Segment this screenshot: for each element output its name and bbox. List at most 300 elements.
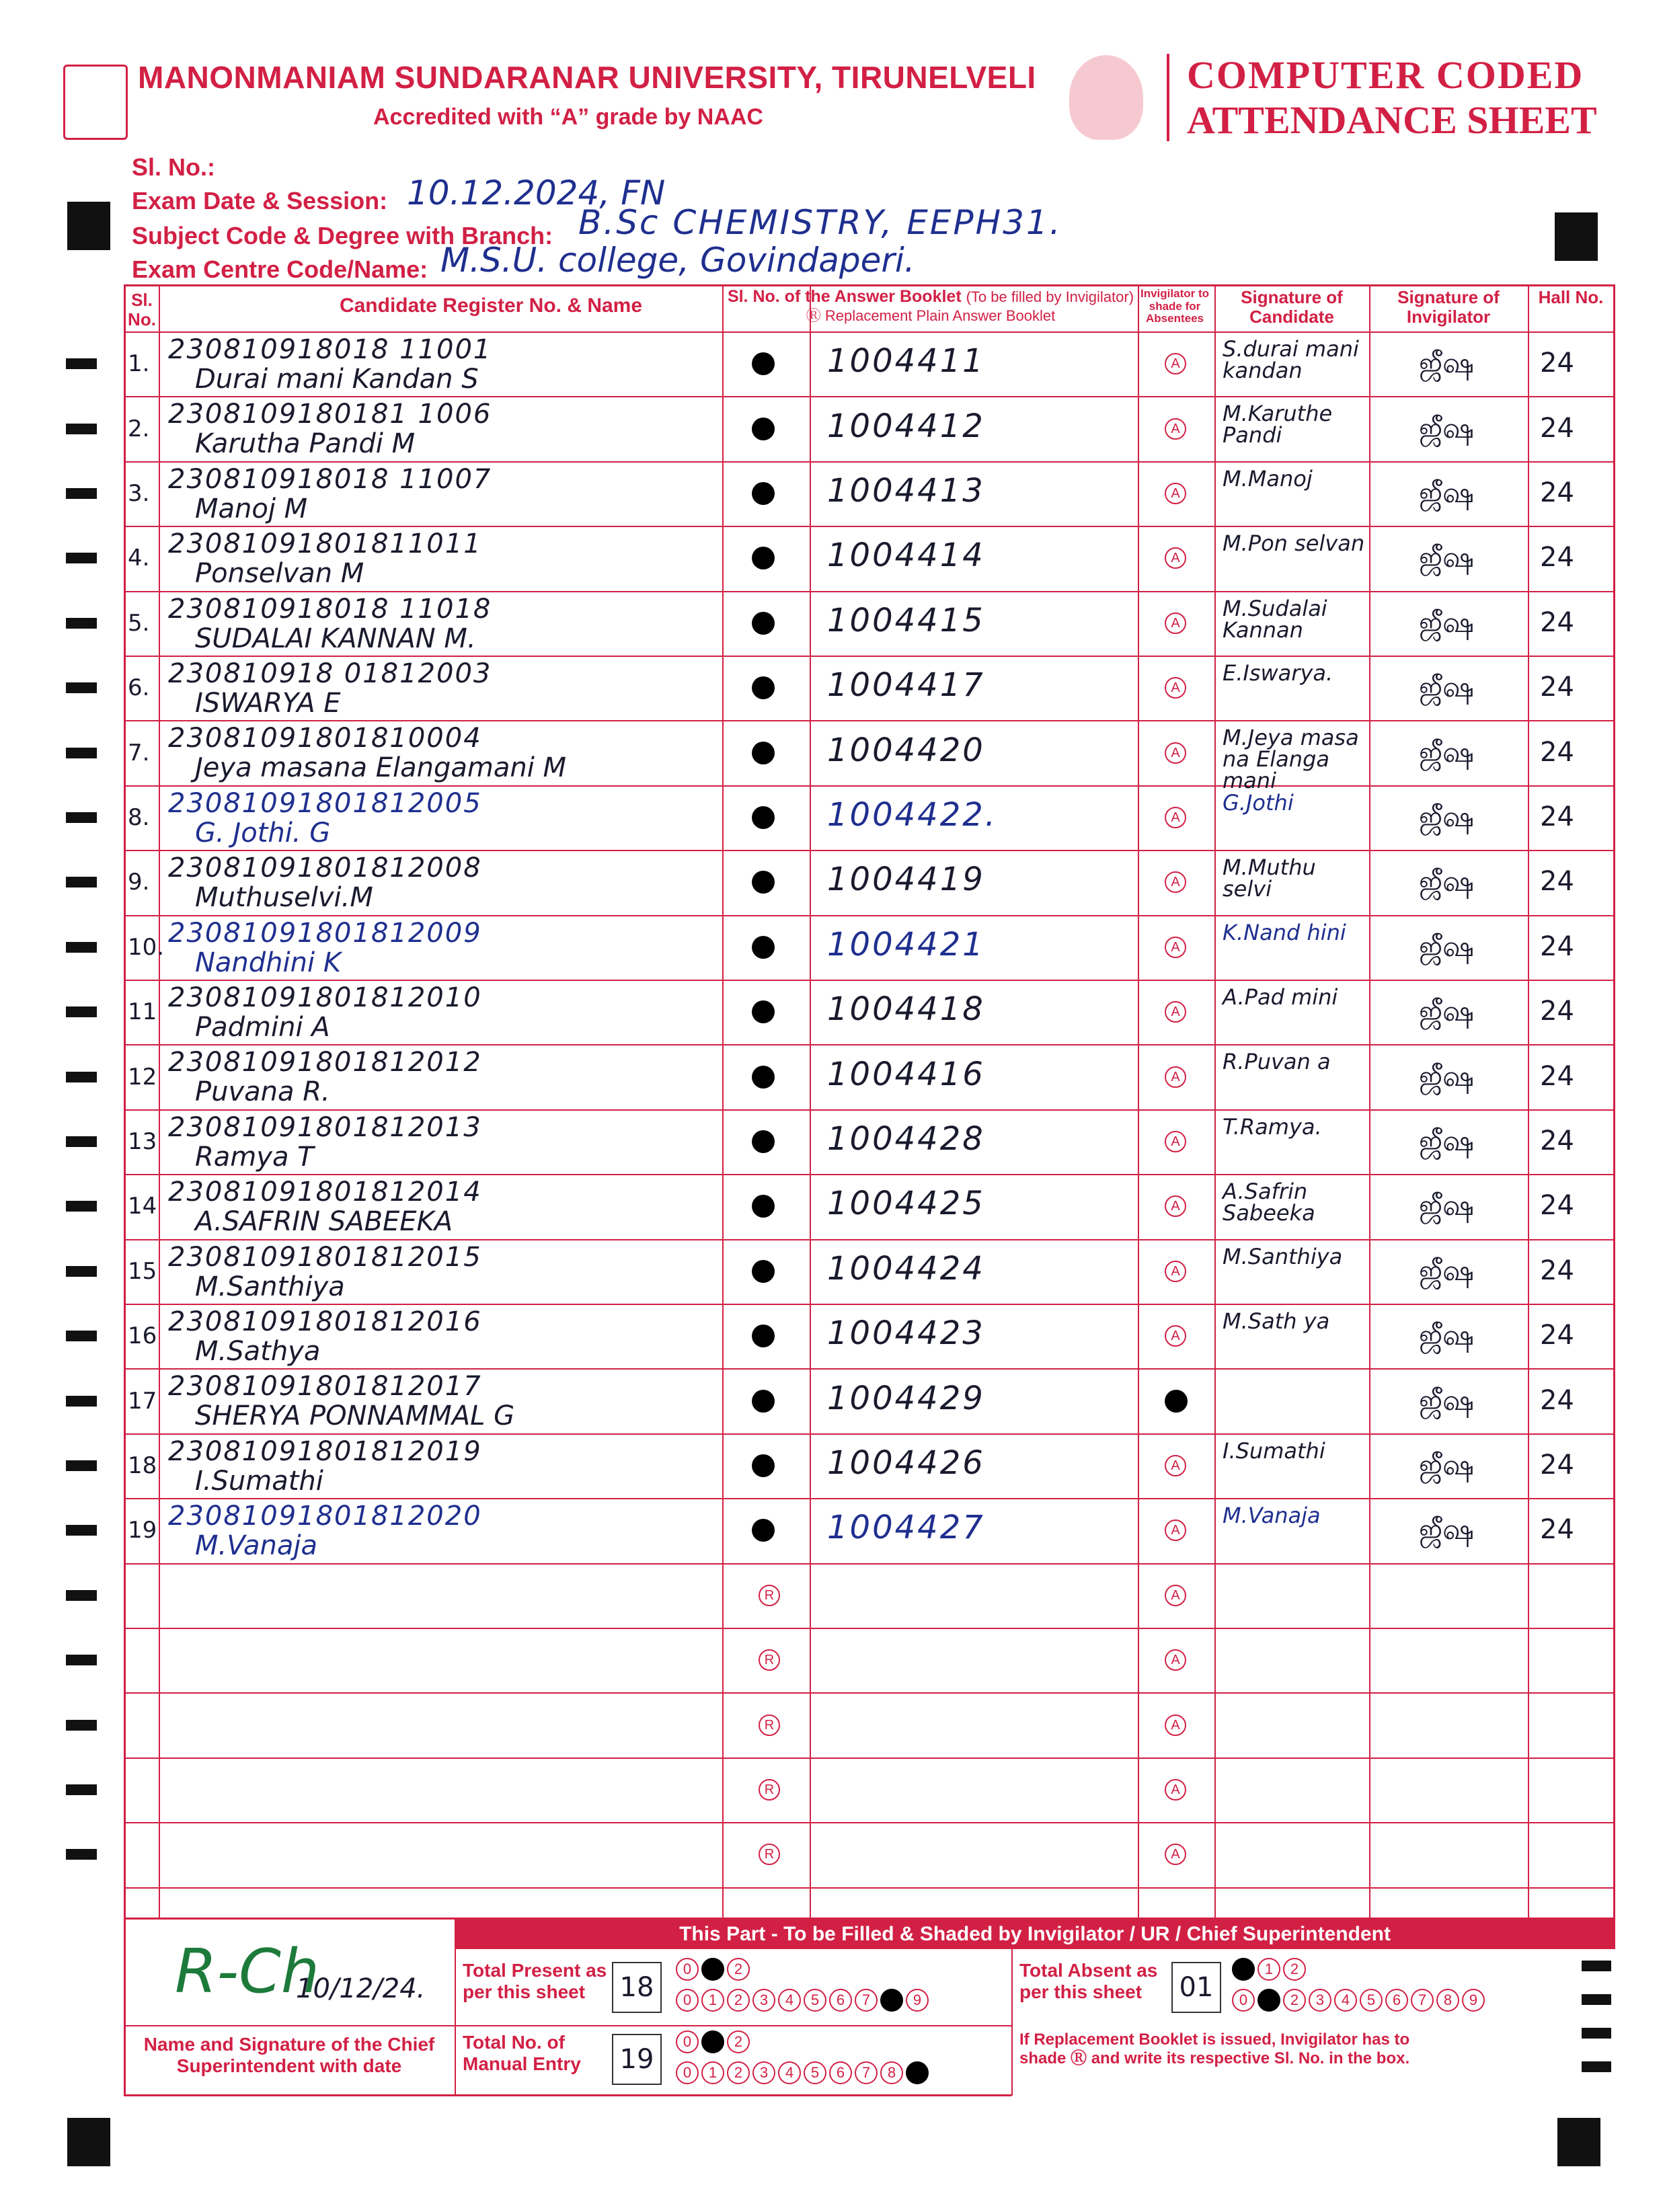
replacement-bubble-filled[interactable] bbox=[752, 1260, 775, 1283]
register-number: 23081091801812015 bbox=[168, 1241, 482, 1273]
register-number: 23081091801812016 bbox=[168, 1306, 482, 1337]
table-column-line bbox=[810, 284, 811, 1920]
timing-mark bbox=[1582, 1994, 1611, 2005]
digit-bubble[interactable]: 7 bbox=[855, 1989, 878, 2012]
digit-bubble[interactable]: 7 bbox=[1411, 1989, 1434, 2012]
table-column-line bbox=[1369, 284, 1370, 1920]
table-row-line bbox=[124, 980, 1615, 981]
candidate-name: Durai mani Kandan S bbox=[195, 364, 479, 395]
manual-units-bubbles[interactable] bbox=[676, 2061, 929, 2084]
invigilator-signature: ஜீஷ bbox=[1419, 411, 1475, 444]
register-number: 230810918018 11001 bbox=[168, 334, 492, 365]
digit-bubble[interactable]: 6 bbox=[829, 2061, 852, 2084]
candidate-signature: M.Santhiya bbox=[1223, 1243, 1343, 1269]
absent-bubble[interactable]: A bbox=[1165, 871, 1186, 893]
digit-bubble[interactable]: 2 bbox=[1283, 1989, 1306, 2012]
manual-entry-box[interactable]: 19 bbox=[612, 2034, 662, 2085]
col-candidate: Candidate Register No. & Name bbox=[339, 294, 643, 317]
candidate-name: SHERYA PONNAMMAL G bbox=[195, 1400, 515, 1432]
timing-mark bbox=[66, 1201, 97, 1212]
timing-mark bbox=[66, 942, 97, 953]
absent-bubble[interactable]: A bbox=[1165, 613, 1186, 634]
register-number: 23081091801812020 bbox=[168, 1501, 482, 1532]
table-row-line bbox=[124, 396, 1615, 397]
timing-mark bbox=[66, 1849, 97, 1860]
hall-number: 24 bbox=[1540, 996, 1574, 1027]
hall-number: 24 bbox=[1540, 348, 1574, 379]
hall-number: 24 bbox=[1540, 1060, 1574, 1092]
digit-bubble-filled[interactable]: 1 bbox=[1257, 1989, 1280, 2012]
timing-mark bbox=[66, 1136, 97, 1147]
timing-mark bbox=[66, 1460, 97, 1471]
booklet-number: 1004425 bbox=[827, 1185, 985, 1223]
row-sl-no: 13 bbox=[128, 1128, 157, 1155]
timing-mark bbox=[66, 618, 97, 629]
candidate-signature: R.Puvan a bbox=[1223, 1049, 1331, 1075]
digit-bubble[interactable]: 8 bbox=[1436, 1989, 1459, 2012]
table-row-line bbox=[124, 526, 1615, 527]
table-row-line bbox=[124, 1563, 1615, 1565]
invigilator-signature: ஜீஷ bbox=[1419, 994, 1475, 1028]
table-row-line bbox=[124, 1628, 1615, 1629]
digit-bubble[interactable]: 0 bbox=[676, 1989, 699, 2012]
booklet-number: 1004426 bbox=[827, 1444, 985, 1482]
replacement-bubble[interactable]: R bbox=[759, 1779, 780, 1801]
table-row-line bbox=[124, 656, 1615, 657]
timing-mark bbox=[66, 553, 97, 563]
absent-bubble[interactable]: A bbox=[1165, 677, 1186, 699]
footer-divider-1 bbox=[455, 1949, 456, 2096]
digit-bubble[interactable]: 5 bbox=[1360, 1989, 1383, 2012]
digit-bubble[interactable]: 2 bbox=[727, 2061, 750, 2084]
invigilator-signature: ஜீஷ bbox=[1419, 1253, 1475, 1287]
col-booklet-note: (To be filled by Invigilator) bbox=[966, 288, 1134, 305]
hall-number: 24 bbox=[1540, 801, 1574, 832]
row-sl-no: 15 bbox=[128, 1257, 157, 1285]
hall-number: 24 bbox=[1540, 1320, 1574, 1351]
digit-bubble[interactable]: 4 bbox=[1334, 1989, 1357, 2012]
table-row-line bbox=[124, 1498, 1615, 1499]
register-number: 23081091801812008 bbox=[168, 853, 482, 884]
booklet-number: 1004412 bbox=[827, 407, 985, 445]
row-sl-no: 8. bbox=[128, 804, 150, 831]
absent-bubble[interactable]: A bbox=[1165, 1195, 1186, 1217]
col-sig-invigilator: Signature of Invigilator bbox=[1397, 287, 1500, 327]
col-sig-candidate: Signature of Candidate bbox=[1241, 287, 1343, 327]
row-sl-no: 19 bbox=[128, 1517, 157, 1544]
sheet-title-line1: COMPUTER CODED bbox=[1187, 53, 1584, 97]
col-booklet-sub: Ⓡ Replacement Plain Answer Booklet bbox=[806, 307, 1056, 324]
digit-bubble[interactable]: 0 bbox=[1232, 1989, 1255, 2012]
replacement-bubble-filled[interactable] bbox=[752, 418, 775, 440]
digit-bubble[interactable]: 1 bbox=[701, 1989, 724, 2012]
timing-mark bbox=[66, 1396, 97, 1407]
absent-bubble[interactable]: A bbox=[1165, 1779, 1186, 1801]
candidate-signature: M.Muthu selvi bbox=[1223, 855, 1316, 902]
candidate-signature: M.Pon selvan bbox=[1223, 530, 1365, 557]
centre-label: Exam Centre Code/Name: bbox=[132, 255, 428, 283]
manual-entry-label: Total No. of Manual Entry bbox=[463, 2032, 581, 2075]
timing-mark bbox=[1582, 1961, 1611, 1971]
booklet-number: 1004411 bbox=[827, 342, 985, 381]
replacement-bubble-filled[interactable] bbox=[752, 742, 775, 764]
total-absent-box[interactable]: 01 bbox=[1171, 1962, 1221, 2013]
row-sl-no: 3. bbox=[128, 480, 150, 507]
register-number: 23081091801812014 bbox=[168, 1177, 482, 1208]
timing-mark bbox=[66, 1331, 97, 1341]
candidate-name: Jeya masana Elangamani M bbox=[195, 752, 567, 784]
col-booklet-label: Sl. No. of the Answer Booklet bbox=[727, 287, 962, 306]
manual-tens-bubbles[interactable] bbox=[676, 2030, 750, 2053]
chief-date: 10/12/24. bbox=[296, 1973, 426, 2004]
digit-bubble[interactable]: 0 bbox=[676, 2030, 699, 2053]
present-tens-bubbles[interactable] bbox=[676, 1958, 750, 1981]
register-number: 230810918018 11018 bbox=[168, 593, 492, 625]
registration-mark bbox=[67, 202, 110, 250]
total-present-label: Total Present as per this sheet bbox=[463, 1960, 607, 2003]
footer-bar: This Part - To be Filled & Shaded by Invigilator / UR / Chief Superintendent bbox=[455, 1920, 1615, 1949]
register-number: 230810918018 11007 bbox=[168, 463, 492, 495]
total-present-box[interactable]: 18 bbox=[612, 1962, 662, 2013]
invigilator-signature: ஜீஷ bbox=[1419, 541, 1475, 574]
col-booklet bbox=[722, 288, 1139, 325]
row-sl-no: 1. bbox=[128, 350, 150, 378]
register-number: 23081091801812017 bbox=[168, 1371, 482, 1403]
absent-bubble[interactable]: A bbox=[1165, 547, 1186, 569]
booklet-number: 1004422. bbox=[827, 796, 998, 834]
subject-label: Subject Code & Degree with Branch: bbox=[132, 222, 553, 249]
hall-number: 24 bbox=[1540, 866, 1574, 898]
register-number: 23081091801811011 bbox=[168, 528, 482, 560]
replacement-bubble-filled[interactable] bbox=[752, 936, 775, 959]
row-sl-no: 5. bbox=[128, 609, 150, 637]
digit-bubble[interactable]: 3 bbox=[752, 2061, 775, 2084]
booklet-number: 1004418 bbox=[827, 990, 985, 1029]
candidate-signature: G.Jothi bbox=[1223, 789, 1294, 816]
candidate-name: M.Santhiya bbox=[195, 1271, 345, 1302]
candidate-signature: M.Manoj bbox=[1223, 465, 1313, 491]
sl-no-label: Sl. No.: bbox=[132, 153, 215, 181]
exam-date-label: Exam Date & Session: bbox=[132, 187, 388, 214]
table-row-line bbox=[124, 1044, 1615, 1045]
table-row-line bbox=[124, 850, 1615, 851]
table-header-line bbox=[124, 331, 1615, 333]
accreditation-text: Accredited with “A” grade by NAAC bbox=[373, 104, 763, 130]
digit-bubble[interactable]: 4 bbox=[778, 1989, 801, 2012]
timing-mark bbox=[66, 682, 97, 693]
replacement-bubble[interactable]: R bbox=[759, 1585, 780, 1606]
candidate-name: Karutha Pandi M bbox=[195, 428, 416, 460]
invigilator-signature: ஜீஷ bbox=[1419, 605, 1475, 639]
total-absent-label: Total Absent as per this sheet bbox=[1019, 1960, 1158, 2003]
digit-bubble[interactable]: 0 bbox=[676, 2061, 699, 2084]
table-row-line bbox=[124, 591, 1615, 592]
candidate-signature: A.Pad mini bbox=[1223, 984, 1338, 1010]
replacement-bubble-filled[interactable] bbox=[752, 1454, 775, 1477]
col-absent: Invigilator to shade for Absentees bbox=[1140, 287, 1209, 325]
absent-bubble[interactable]: A bbox=[1165, 1001, 1186, 1023]
register-number: 23081091801810004 bbox=[168, 723, 482, 754]
digit-bubble[interactable]: 5 bbox=[804, 1989, 826, 2012]
hall-number: 24 bbox=[1540, 1514, 1574, 1546]
replacement-bubble[interactable]: R bbox=[759, 1844, 780, 1865]
hall-number: 24 bbox=[1540, 1190, 1574, 1222]
replacement-bubble-filled[interactable] bbox=[752, 352, 775, 375]
table-column-line bbox=[1138, 284, 1139, 1920]
digit-bubble[interactable]: 4 bbox=[778, 2061, 801, 2084]
timing-mark bbox=[66, 812, 97, 823]
booklet-number: 1004415 bbox=[827, 601, 985, 639]
hall-number: 24 bbox=[1540, 606, 1574, 638]
row-sl-no: 2. bbox=[128, 415, 150, 442]
table-row-line bbox=[124, 1174, 1615, 1175]
candidate-name: Muthuselvi.M bbox=[195, 882, 373, 914]
digit-bubble[interactable]: 1 bbox=[701, 2061, 724, 2084]
digit-bubble-filled[interactable]: 1 bbox=[701, 2030, 724, 2053]
table-column-line bbox=[722, 284, 724, 1920]
digit-bubble[interactable]: 3 bbox=[1309, 1989, 1331, 2012]
col-sl: Sl. No. bbox=[128, 290, 156, 329]
absent-bubble[interactable]: A bbox=[1165, 1325, 1186, 1347]
timing-mark bbox=[66, 1072, 97, 1082]
replacement-bubble-filled[interactable] bbox=[752, 1325, 775, 1347]
candidate-name: G. Jothi. G bbox=[195, 817, 331, 848]
table-row-line bbox=[124, 1433, 1615, 1435]
digit-bubble[interactable]: 2 bbox=[727, 1989, 750, 2012]
invigilator-signature: ஜீஷ bbox=[1419, 476, 1475, 509]
invigilator-signature: ஜீஷ bbox=[1419, 1513, 1475, 1546]
candidate-signature: M.Vanaja bbox=[1223, 1503, 1321, 1529]
replacement-bubble-filled[interactable] bbox=[752, 1390, 775, 1413]
table-column-line bbox=[159, 284, 160, 1920]
row-sl-no: 16 bbox=[128, 1322, 157, 1350]
candidate-signature: I.Sumathi bbox=[1223, 1437, 1325, 1464]
candidate-signature: M.Sath ya bbox=[1223, 1308, 1330, 1334]
absent-bubble[interactable]: A bbox=[1165, 1585, 1186, 1606]
footer-left-border bbox=[124, 1920, 126, 2096]
digit-bubble-filled[interactable]: 1 bbox=[701, 1958, 724, 1981]
invigilator-signature: ஜீஷ bbox=[1419, 1189, 1475, 1222]
digit-bubble-filled[interactable]: 8 bbox=[880, 1989, 903, 2012]
table-row-line bbox=[124, 1887, 1615, 1889]
replacement-bubble-filled[interactable] bbox=[752, 612, 775, 635]
register-number: 230810918 01812003 bbox=[168, 658, 492, 689]
timing-mark bbox=[66, 1525, 97, 1536]
table-column-line bbox=[1214, 284, 1216, 1920]
replacement-bubble[interactable]: R bbox=[759, 1649, 780, 1671]
table-row-line bbox=[124, 1368, 1615, 1370]
booklet-number: 1004421 bbox=[827, 925, 985, 963]
digit-bubble-filled[interactable]: 9 bbox=[906, 2061, 929, 2084]
timing-mark bbox=[1582, 2028, 1611, 2039]
invigilator-signature: ஜீஷ bbox=[1419, 346, 1475, 380]
invigilator-signature: ஜீஷ bbox=[1419, 1059, 1475, 1093]
digit-bubble[interactable]: 6 bbox=[829, 1989, 852, 2012]
timing-mark bbox=[66, 877, 97, 887]
absent-bubble[interactable]: A bbox=[1165, 418, 1186, 440]
absent-bubble[interactable]: A bbox=[1165, 807, 1186, 828]
candidate-name: Puvana R. bbox=[195, 1076, 330, 1108]
hall-number: 24 bbox=[1540, 1450, 1574, 1480]
absent-bubble[interactable]: A bbox=[1165, 1714, 1186, 1736]
absent-bubble[interactable]: A bbox=[1165, 1519, 1186, 1541]
booklet-number: 1004420 bbox=[827, 731, 985, 769]
replacement-bubble-filled[interactable] bbox=[752, 676, 775, 699]
absent-bubble[interactable]: A bbox=[1165, 1844, 1186, 1865]
replacement-bubble[interactable]: R bbox=[759, 1714, 780, 1736]
table-row-line bbox=[124, 1239, 1615, 1240]
timing-mark bbox=[1582, 2061, 1611, 2072]
candidate-name: I.Sumathi bbox=[195, 1465, 323, 1497]
digit-bubble[interactable]: 1 bbox=[1257, 1958, 1280, 1981]
candidate-name: Manoj M bbox=[195, 493, 308, 524]
subject-value: B.Sc CHEMISTRY, EEPH31. bbox=[578, 203, 1062, 242]
digit-bubble[interactable]: 7 bbox=[855, 2061, 878, 2084]
absent-bubble[interactable]: A bbox=[1165, 353, 1186, 374]
founder-portrait bbox=[1069, 55, 1143, 140]
candidate-name: Ramya T bbox=[195, 1141, 314, 1173]
table-row-line bbox=[124, 1692, 1615, 1694]
candidate-name: Padmini A bbox=[195, 1012, 330, 1043]
absent-bubble-filled[interactable] bbox=[1165, 1390, 1188, 1413]
registration-mark bbox=[67, 2118, 110, 2166]
table-column-line bbox=[1528, 284, 1529, 1920]
registration-mark bbox=[1555, 212, 1598, 261]
table-row-line bbox=[124, 1822, 1615, 1823]
invigilator-signature: ஜீஷ bbox=[1419, 1448, 1475, 1481]
candidate-signature: S.durai mani kandan bbox=[1223, 336, 1359, 383]
hall-number: 24 bbox=[1540, 412, 1574, 444]
table-row-line bbox=[124, 1109, 1615, 1111]
booklet-number: 1004417 bbox=[827, 666, 985, 705]
digit-bubble[interactable]: 2 bbox=[727, 2030, 750, 2053]
hall-number: 24 bbox=[1540, 542, 1574, 574]
timing-mark bbox=[66, 1784, 97, 1795]
register-number: 23081091801812010 bbox=[168, 982, 482, 1013]
absent-bubble[interactable]: A bbox=[1165, 742, 1186, 764]
digit-bubble[interactable]: 9 bbox=[1462, 1989, 1485, 2012]
row-sl-no: 9. bbox=[128, 869, 150, 896]
hall-number: 24 bbox=[1540, 1384, 1574, 1416]
invigilator-signature: ஜீஷ bbox=[1419, 1124, 1475, 1157]
absent-bubble[interactable]: A bbox=[1165, 1455, 1186, 1476]
hall-number: 24 bbox=[1540, 1125, 1574, 1156]
booklet-number: 1004416 bbox=[827, 1055, 985, 1093]
replacement-bubble-filled[interactable] bbox=[752, 1066, 775, 1089]
candidate-name: M.Vanaja bbox=[195, 1530, 318, 1562]
timing-mark bbox=[66, 1655, 97, 1665]
booklet-number: 1004414 bbox=[827, 537, 985, 575]
row-sl-no: 18 bbox=[128, 1452, 157, 1479]
university-name: MANONMANIAM SUNDARANAR UNIVERSITY, TIRUNELVELI bbox=[138, 60, 1036, 95]
footer-bottom-border bbox=[124, 2094, 1011, 2096]
booklet-number: 1004424 bbox=[827, 1249, 985, 1288]
candidate-signature: M.Jeya masa na Elanga mani bbox=[1223, 725, 1359, 794]
register-number: 23081091801812005 bbox=[168, 787, 482, 819]
booklet-number: 1004427 bbox=[827, 1509, 985, 1547]
replacement-note: If Replacement Booklet is issued, Invigilator has to shade Ⓡ and write its respective Sl. No. in the box. bbox=[1019, 2030, 1410, 2067]
footer-hline bbox=[124, 2025, 1011, 2026]
absent-bubble[interactable]: A bbox=[1165, 1649, 1186, 1671]
candidate-signature: M.Karuthe Pandi bbox=[1223, 401, 1333, 448]
invigilator-signature: ஜீஷ bbox=[1419, 1318, 1475, 1352]
absent-units-bubbles[interactable] bbox=[1232, 1989, 1485, 2012]
invigilator-signature: ஜீஷ bbox=[1419, 929, 1475, 963]
timing-mark bbox=[66, 358, 97, 369]
candidate-signature: A.Safrin Sabeeka bbox=[1223, 1179, 1315, 1226]
row-sl-no: 4. bbox=[128, 545, 150, 572]
register-number: 23081091801812019 bbox=[168, 1435, 482, 1467]
table-row-line bbox=[124, 785, 1615, 787]
row-sl-no: 7. bbox=[128, 739, 150, 766]
chief-signature: R-Ch bbox=[175, 1936, 319, 2007]
timing-mark bbox=[66, 424, 97, 434]
candidate-name: Ponselvan M bbox=[195, 558, 364, 590]
exam-date-value: 10.12.2024, FN bbox=[407, 173, 666, 212]
header-divider bbox=[1167, 54, 1169, 141]
digit-bubble-filled[interactable]: 0 bbox=[1232, 1958, 1255, 1981]
absent-bubble[interactable]: A bbox=[1165, 1131, 1186, 1152]
hall-number: 24 bbox=[1540, 736, 1574, 768]
row-sl-no: 17 bbox=[128, 1387, 157, 1415]
absent-bubble[interactable]: A bbox=[1165, 937, 1186, 958]
digit-bubble[interactable]: 2 bbox=[727, 1958, 750, 1981]
replacement-bubble-filled[interactable] bbox=[752, 1130, 775, 1153]
absent-tens-bubbles[interactable] bbox=[1232, 1958, 1306, 1981]
replacement-bubble-filled[interactable] bbox=[752, 1000, 775, 1023]
replacement-bubble-filled[interactable] bbox=[752, 482, 775, 505]
table-row-line bbox=[124, 1304, 1615, 1305]
candidate-name: Nandhini K bbox=[195, 947, 342, 978]
candidate-name: M.Sathya bbox=[195, 1336, 321, 1367]
digit-bubble[interactable]: 6 bbox=[1385, 1989, 1408, 2012]
table-row-line bbox=[124, 915, 1615, 916]
row-sl-no: 6. bbox=[128, 674, 150, 702]
timing-mark bbox=[66, 488, 97, 499]
invigilator-signature: ஜீஷ bbox=[1419, 735, 1475, 768]
invigilator-signature: ஜீஷ bbox=[1419, 670, 1475, 704]
sheet-title-line2: ATTENDANCE SHEET bbox=[1187, 98, 1597, 142]
row-sl-no: 10. bbox=[128, 933, 165, 961]
centre-value: M.S.U. college, Govindaperi. bbox=[440, 241, 915, 280]
replacement-bubble-filled[interactable] bbox=[752, 806, 775, 829]
digit-bubble[interactable]: 2 bbox=[1283, 1958, 1306, 1981]
timing-mark bbox=[66, 1720, 97, 1731]
candidate-signature: T.Ramya. bbox=[1223, 1113, 1322, 1140]
candidate-name: A.SAFRIN SABEEKA bbox=[195, 1206, 453, 1238]
table-row-line bbox=[124, 720, 1615, 721]
absent-bubble[interactable]: A bbox=[1165, 1261, 1186, 1282]
timing-mark bbox=[66, 1006, 97, 1017]
digit-bubble[interactable]: 9 bbox=[906, 1989, 929, 2012]
digit-bubble[interactable]: 5 bbox=[804, 2061, 826, 2084]
timing-mark bbox=[66, 1266, 97, 1277]
candidate-name: ISWARYA E bbox=[195, 688, 341, 719]
absent-bubble[interactable]: A bbox=[1165, 1066, 1186, 1088]
candidate-signature: M.Sudalai Kannan bbox=[1223, 595, 1327, 643]
timing-mark bbox=[66, 748, 97, 758]
present-units-bubbles[interactable] bbox=[676, 1989, 929, 2012]
hall-number: 24 bbox=[1540, 672, 1574, 703]
absent-bubble[interactable]: A bbox=[1165, 483, 1186, 504]
digit-bubble[interactable]: 3 bbox=[752, 1989, 775, 2012]
row-sl-no: 11 bbox=[128, 998, 157, 1026]
digit-bubble[interactable]: 0 bbox=[676, 1958, 699, 1981]
candidate-signature: E.Iswarya. bbox=[1223, 660, 1333, 686]
row-sl-no: 14 bbox=[128, 1193, 157, 1220]
register-number: 23081091801812013 bbox=[168, 1111, 482, 1143]
digit-bubble[interactable]: 8 bbox=[880, 2061, 903, 2084]
